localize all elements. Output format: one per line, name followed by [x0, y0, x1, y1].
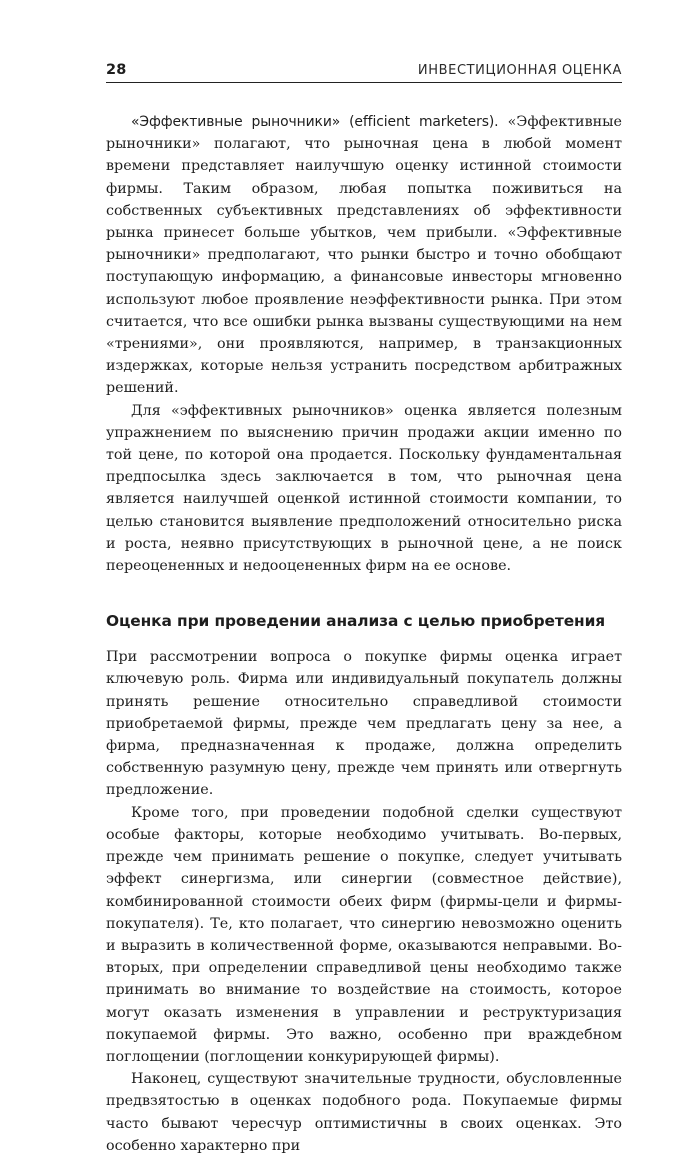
section-heading-acquisition: Оценка при проведении анализа с целью приобретения [106, 612, 606, 631]
page-number: 28 [106, 62, 127, 78]
paragraph-acquisition-intro: При рассмотрении вопроса о покупке фирмы оценка играет ключевую роль. Фирма или индивидуальный покупатель должны принять решение относительно справедливой стоимости приобретаемой фирмы, прежде чем предлагать цену за нее, а фирма, предназначенная к продаже, должна определить собственную разумную цену, прежде чем принять или отвергнуть предложение. [106, 649, 622, 799]
page-header [106, 60, 622, 83]
paragraph-text: «Эффективные рыночники» полагают, что рыночная цена в любой момент времени представляет наилучшую оценку истинной стоимости фирмы. Таким образом, любая попытка поживиться на собственных субъективных представлениях об эффективности рынка принесет больше убытков, чем прибыли. «Эффективные рыночники» предполагают, что рынки быстро и точно обобщают поступающую информацию, а финансовые инвесторы мгновенно используют любое проявление неэффективности рынка. При этом считается, что все ошибки рынка вызваны существующими на нем «трениями», они проявляются, например, в транзакционных издержках, которые нельзя устранить посредством арбитражных решений. [106, 114, 622, 397]
paragraph-valuation-exercise: Для «эффективных рыночников» оценка является полезным упражнением по выяснению причин продажи акции именно по той цене, по которой она продается. Поскольку фундаментальная предпосылка здесь заключается в том, что рыночная цена является наилучшей оценкой истинной стоимости компании, то целью становится выявление предположений относительно риска и роста, неявно присутствующих в рыночной цене, а не поиск переоцененных и недооцененных фирм на ее основе. [106, 402, 622, 575]
paragraph-bias: Наконец, существуют значительные трудности, обусловленные предвзятостью в оценках подобного рода. Покупаемые фирмы часто бывают чересчур оптимистичны в своих оценках. Это особенно характерно при [106, 1071, 622, 1154]
term-efficient-marketers: «Эффективные рыночники» (efficient marketers). [131, 114, 499, 130]
page-body [106, 111, 622, 1157]
running-head: ИНВЕСТИЦИОННАЯ ОЦЕНКА [417, 63, 622, 78]
paragraph-efficient-marketers [106, 111, 622, 400]
paragraph-special-factors: Кроме того, при проведении подобной сделки существуют особые факторы, которые необходимо учитывать. Во-первых, прежде чем принимать решение о покупке, следует учитывать эффект синергизма, или синергии (совместное действие), комбинированной стоимости обеих фирм (фирмы-цели и фирмы-покупателя). Те, кто полагает, что синергию невозможно оценить и выразить в количественной форме, оказываются неправыми. Во-вторых, при определении справедливой цены необходимо также принимать во внимание то воздействие на стоимость, которое могут оказать изменения в управлении и реструктуризация покупаемой фирмы. Это важно, особенно при враждебном поглощении (поглощении конкурирующей фирмы). [106, 804, 622, 1065]
